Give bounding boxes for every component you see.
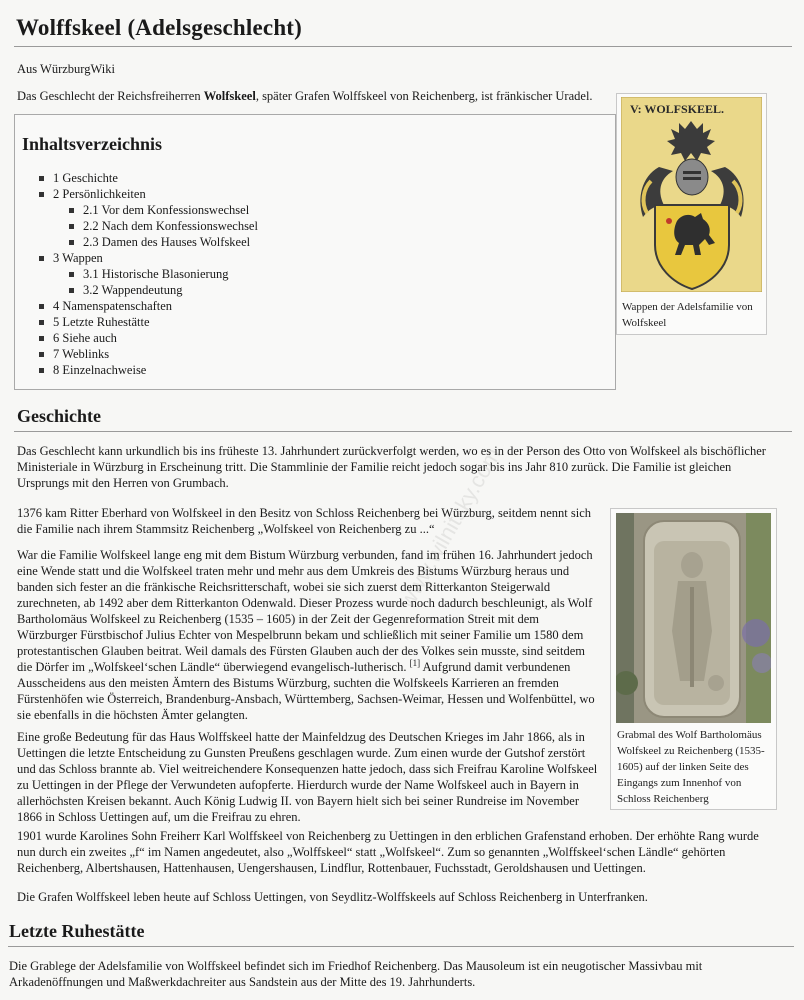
ruhestaette-paragraph-1: Die Grablege der Adelsfamilie von Wolffskeel befindet sich im Friedhof Reichenberg. Das Mausoleum ist ein neugotischer Massivbau mit Arkadenöffnungen und Maßwerkdachreiter aus Sandstein aus der Mitte des 19. Jahrhunderts.: [9, 959, 703, 989]
page-title: Wolffskeel (Adelsgeschlecht): [16, 15, 303, 40]
grave-caption-line-5: Schloss Reichenberg: [617, 793, 709, 805]
bullet-icon: [39, 336, 44, 341]
bullet-icon: [39, 176, 44, 181]
section-heading-geschichte: Geschichte: [17, 406, 101, 426]
intro-paragraph: [17, 88, 593, 104]
bullet-icon: [39, 320, 44, 325]
toc-item-nach-konfessionswechsel[interactable]: 2.2 Nach dem Konfessionswechsel: [83, 219, 258, 234]
reference-line: die Dörfer im „Wolfskeel‘schen Ländle“ überwiegend evangelisch-lutherisch. [1] Aufgrund damit verbundenen: [17, 657, 571, 674]
title-rule: [14, 46, 792, 47]
footnote-ref-1[interactable]: [1]: [409, 657, 421, 668]
geschichte-paragraph-5: 1901 wurde Karolines Sohn Freiherr Karl Wolffskeel von Reichenberg zu Uettingen in den erblichen Grafenstand erhoben. Der erhöhte Rang wurde nun durch ein zweites „f“ im Namen angedeutet, also „Wolffskeel“ statt „Wolfskeel“. Zum so genannten „Wolffskeel‘schen Ländle“ gehörten Reichenberg, Albertshausen, Hattenhausen, Uengershausen, Lindflur, Rottenbauer, Fuchsstadt, Geroldshausen und Uettingen.: [17, 829, 759, 875]
grave-image[interactable]: [616, 513, 771, 723]
toc-item-namenspatenschaften[interactable]: 4 Namenspatenschaften: [53, 299, 172, 314]
geschichte-paragraph-2: 1376 kam Ritter Eberhard von Wolfskeel in den Besitz von Schloss Reichenberg bei Würzburg, seitdem nennt sich die Familie nach ihrem Stammsitz Reichenberg „Wolfskeel von Reichenberg zu ...“: [17, 506, 591, 536]
toc-item-siehe-auch[interactable]: 6 Siehe auch: [53, 331, 117, 346]
toc-item-vor-konfessionswechsel[interactable]: 2.1 Vor dem Konfessionswechsel: [83, 203, 249, 218]
toc-item-persoenlichkeiten[interactable]: 2 Persönlichkeiten: [53, 187, 146, 202]
toc-title: Inhaltsverzeichnis: [22, 134, 163, 154]
coat-of-arms-figure: [616, 93, 767, 335]
bullet-icon: [39, 368, 44, 373]
grave-caption-line-1: Grabmal des Wolf Bartholomäus: [617, 729, 762, 741]
bullet-icon: [69, 240, 74, 245]
coat-of-arms-caption-line-2: Wolfskeel: [622, 317, 667, 329]
toc-item-blasonierung[interactable]: 3.1 Historische Blasonierung: [83, 267, 228, 282]
section-rule-ruhestaette: [8, 946, 794, 947]
bullet-icon: [39, 192, 44, 197]
coat-of-arms-image[interactable]: [621, 97, 762, 292]
grave-caption-line-2: Wolfskeel zu Reichenberg (1535-: [617, 745, 765, 757]
bullet-icon: [39, 256, 44, 261]
toc-item-wappen[interactable]: 3 Wappen: [53, 251, 103, 266]
toc-item-einzelnachweise[interactable]: 8 Einzelnachweise: [53, 363, 146, 378]
section-heading-letzte-ruhestaette: Letzte Ruhestätte: [9, 921, 145, 941]
toc-item-geschichte[interactable]: 1 Geschichte: [53, 171, 118, 186]
toc-item-damen[interactable]: 2.3 Damen des Hauses Wolfskeel: [83, 235, 250, 250]
intro-text-after: , später Grafen Wolffskeel von Reichenberg, ist fränkischer Uradel.: [255, 89, 593, 103]
bullet-icon: [39, 304, 44, 309]
geschichte-paragraph-6: Die Grafen Wolffskeel leben heute auf Schloss Uettingen, von Seydlitz-Wolffskeels auf Schloss Reichenberg in Unterfranken.: [17, 890, 648, 904]
bullet-icon: [39, 352, 44, 357]
bullet-icon: [69, 272, 74, 277]
bullet-icon: [69, 208, 74, 213]
intro-text-before: Das Geschlecht der Reichsfreiherren: [17, 89, 204, 103]
grave-caption-line-3: 1605) auf der linken Seite des: [617, 761, 749, 773]
bullet-icon: [69, 224, 74, 229]
toc-item-weblinks[interactable]: 7 Weblinks: [53, 347, 109, 362]
source-line: Aus WürzburgWiki: [17, 62, 115, 76]
geschichte-paragraph-1: Das Geschlecht kann urkundlich bis ins früheste 13. Jahrhundert zurückverfolgt werden, wo es in der Person des Otto von Wolfskeel als bischöflicher Ministeriale in Würzburg in Erscheinung tritt. Die Stammlinie der Familie reicht jedoch sogar bis ins Jahr 810 zurück. Die Familie ist gleichen Ursprungs mit den Herren von Grumbach.: [17, 444, 766, 490]
coat-of-arms-caption-line-1: Wappen der Adelsfamilie von: [622, 301, 753, 313]
grave-caption-line-4: Eingangs zum Innenhof von: [617, 777, 742, 789]
intro-bold-name: Wolfskeel: [203, 89, 256, 103]
coat-of-arms-banner: V: WOLFSKEEL.: [630, 102, 725, 116]
toc-item-letzte-ruhestaette[interactable]: 5 Letzte Ruhestätte: [53, 315, 150, 330]
toc-item-wappendeutung[interactable]: 3.2 Wappendeutung: [83, 283, 182, 298]
table-of-contents: [14, 114, 616, 390]
geschichte-paragraph-4: Eine große Bedeutung für das Haus Wolffskeel hatte der Mainfeldzug des Deutschen Krieges im Jahr 1866, als in Uettingen die letzte Entscheidung zu Gunsten Preußens geschlagen wurde. Zum einen wurde der Gutshof zerstört und das Schloss brannte ab. Viel weitreichendere Konsequenzen hatte jedoch, dass sich Freifrau Karoline Wolfskeel zu Uettingen in der Pflege der Verwundeten aufopferte. Hierdurch wurde der Name Wolfskeel auch in Bayern in allerhöchsten Kreisen bekannt. Auch König Ludwig II. von Bayern hielt sich bei seiner Rundreise im November 1866 in Schloss Uettingen auf, um die Freifrau zu ehren.: [17, 730, 598, 824]
section-rule-geschichte: [14, 431, 792, 432]
watermark: www.wilnitsky.com: [393, 443, 506, 613]
geschichte-paragraph-3: War die Familie Wolfskeel lange eng mit dem Bistum Würzburg verbunden, fand im frühen 16. Jahrhundert jedoch eine Wende statt und die Wolfskeel traten mehr und mehr aus dem Umkreis des Bistums Würzburg heraus und banden sich fester an die fränkische Reichsritterschaft, wobei sie sich zuerst dem Ritterkanton Steigerwald zurechneten, ab 1492 aber dem Ritterkanton Odenwald. Dieser Prozess wurde noch dadurch beschleunigt, als Wolf Bartholomäus Wolfskeel zu Reichenberg (1535 – 1605) in der Zeit der Gegenreformation Streit mit dem Würzburger Fürstbischof Julius Echter von Mespelbrunn bekam und schließlich mit seiner Familie um 1580 dem protestantischen Glauben beitrat. Weil damals des Fürsten Glauben auch der des Volkes sein musste, sind seitdem die Dörfer im „Wolfskeel‘schen Ländle“ überwiegend evangelisch-lutherisch. [1] Aufgrund damit verbundenen Ausscheidens aus den meisten Ämtern des Bistums Würzburg, suchten die Wolfskeels Karrieren an fremden Fürstenhöfen wie Österreich, Brandenburg-Ansbach, Württemberg, Sachsen-Weimar, Hessen und Wolfenbüttel, wo sie ebenfalls in die höchsten Ämter gelangten.: [17, 547, 612, 723]
bullet-icon: [69, 288, 74, 293]
grave-figure: [610, 508, 777, 810]
